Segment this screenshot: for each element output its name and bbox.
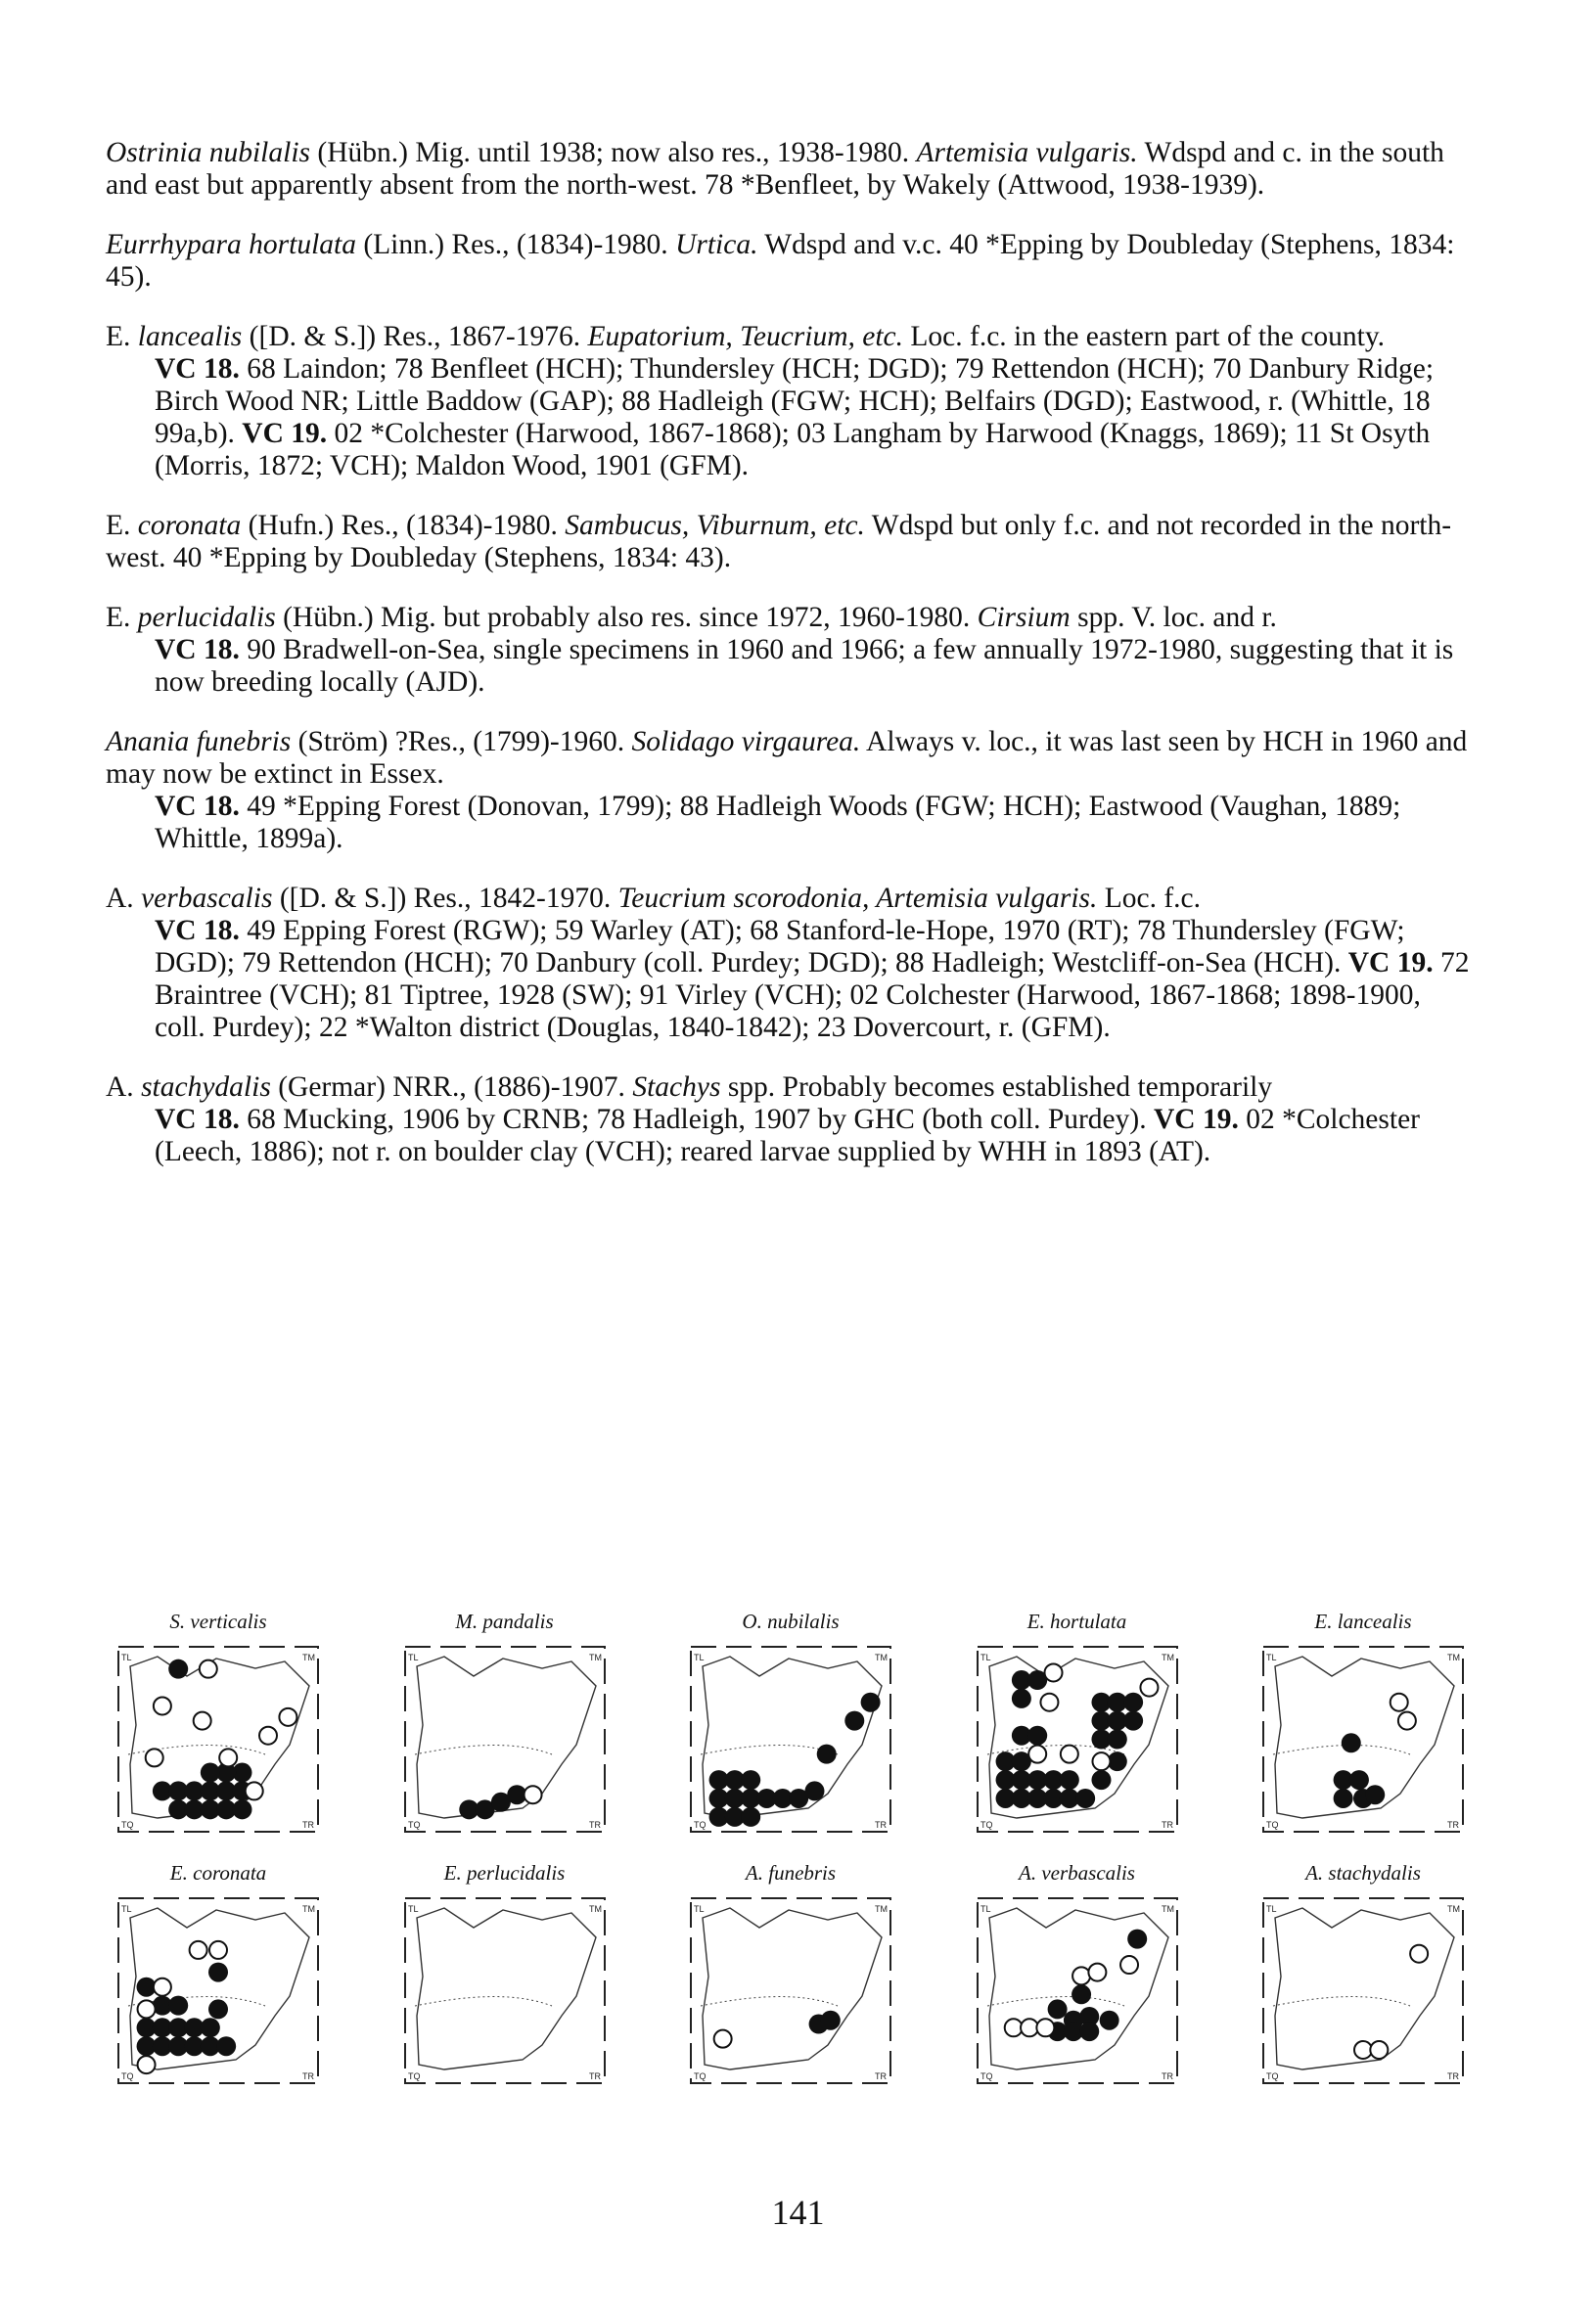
map-row-2: [106, 1861, 1476, 2091]
map-caption: E. perlucidalis: [443, 1861, 566, 1885]
record-dot-open: [1044, 1663, 1062, 1681]
grid-label: TR: [1161, 2071, 1173, 2081]
grid-label: TM: [875, 1653, 888, 1662]
record-dot-filled: [804, 1781, 824, 1800]
entry-status: (Linn.) Res., (1834)-1980.: [355, 229, 676, 260]
map-figure: [1255, 1890, 1471, 2091]
record-dot-filled: [741, 1807, 760, 1827]
record-dot-filled: [861, 1693, 881, 1712]
map-figure: [970, 1890, 1185, 2091]
record-dot-open: [138, 2056, 156, 2073]
entry-description: Wdspd but only f.c. and not recorded in the north-west. 40 *Epping by Doubleday (Stephens, 1834: 43).: [106, 510, 1452, 573]
map-figure: [397, 1890, 613, 2091]
species-name: coronata: [137, 510, 242, 541]
grid-label: TL: [694, 1653, 705, 1662]
vc18-records: 68 Laindon; 78 Benfleet (HCH); Thundersley (HCH; DGD); 79 Rettendon (HCH); 70 Danbury Ridge; Birch Wood NR; Little Baddow (GAP); 88 Hadleigh (FGW; HCH); Belfairs (DGD); Eastwood, r. (Whittle, 18 99a,b).: [155, 353, 1435, 449]
record-dot-open: [1060, 1746, 1077, 1763]
record-dot-filled: [201, 1763, 220, 1783]
entry-status: (Hübn.) Mig. but probably also res. since 1972, 1960-1980.: [275, 602, 978, 633]
grid-label: TM: [302, 1904, 315, 1914]
distribution-map: [965, 1861, 1190, 2091]
record-dot-open: [1021, 2019, 1038, 2036]
distribution-map: [1251, 1610, 1476, 1840]
record-dot-filled: [208, 1999, 228, 2019]
genus-abbrev: E.: [106, 602, 138, 633]
record-dot-filled: [1072, 1984, 1091, 2004]
distribution-map: [678, 1610, 903, 1840]
record-dot-filled: [1123, 1693, 1143, 1712]
record-dot-filled: [741, 1770, 760, 1790]
record-dot-open: [1092, 1752, 1110, 1770]
grid-label: TR: [302, 1820, 314, 1830]
record-dot-filled: [817, 1745, 837, 1764]
foodplant: Stachys: [632, 1071, 721, 1103]
map-caption: M. pandalis: [455, 1610, 554, 1633]
entry-description: spp. Probably becomes established temporarily: [720, 1071, 1273, 1103]
map-caption: E. lancealis: [1314, 1610, 1412, 1633]
grid-label: TM: [1447, 1904, 1460, 1914]
foodplant: Eupatorium, Teucrium, etc.: [587, 321, 904, 352]
species-name: Anania funebris: [106, 726, 292, 757]
species-name: verbascalis: [141, 883, 273, 914]
grid-label: TR: [875, 2071, 887, 2081]
grid-label: TR: [1447, 1820, 1459, 1830]
record-dot-open: [1140, 1679, 1158, 1697]
grid-label: TQ: [980, 2071, 992, 2081]
vc18-records: 90 Bradwell-on-Sea, single specimens in 1960 and 1966; a few annually 1972-1980, suggesting that it is now breeding locally (AJD).: [155, 634, 1454, 698]
entry-ostrinia: [106, 137, 1476, 202]
map-caption: A. stachydalis: [1305, 1861, 1421, 1885]
record-dot-filled: [1123, 1711, 1143, 1731]
record-dot-open: [190, 1941, 207, 1959]
vc18-label: VC 18.: [155, 634, 240, 665]
grid-label: TL: [121, 1904, 132, 1914]
species-name: perlucidalis: [137, 602, 276, 633]
map-figure: [111, 1639, 326, 1840]
species-name: Eurrhypara hortulata: [106, 229, 356, 260]
entry-status: ([D. & S.]) Res., 1867-1976.: [242, 321, 588, 352]
map-figure: [397, 1639, 613, 1840]
foodplant: Artemisia vulgaris.: [916, 137, 1138, 168]
species-name: Ostrinia nubilalis: [106, 137, 310, 168]
record-dot-filled: [1342, 1733, 1361, 1752]
record-dot-open: [1370, 2041, 1388, 2059]
genus-abbrev: E.: [106, 321, 138, 352]
grid-label: TM: [1161, 1904, 1174, 1914]
record-dot-filled: [1047, 1999, 1067, 2019]
record-dot-filled: [1099, 2011, 1118, 2030]
record-dot-filled: [1079, 2022, 1099, 2041]
record-dot-filled: [168, 1996, 188, 2016]
vc19-label: VC 19.: [1153, 1104, 1239, 1135]
map-figure: [1255, 1639, 1471, 1840]
map-caption: E. coronata: [169, 1861, 267, 1885]
record-dot-filled: [821, 2011, 841, 2030]
genus-abbrev: A.: [106, 1071, 142, 1103]
entry-status: (Hübn.) Mig. until 1938; now also res., 1938-1980.: [310, 137, 917, 168]
record-dot-filled: [232, 1799, 251, 1819]
map-caption: A. verbascalis: [1019, 1861, 1135, 1885]
entry-verbascalis: [106, 883, 1476, 1044]
foodplant: Cirsium: [977, 602, 1071, 633]
genus-abbrev: E.: [106, 510, 138, 541]
map-row-1: [106, 1610, 1476, 1840]
foodplant: Sambucus, Viburnum, etc.: [565, 510, 865, 541]
record-dot-filled: [844, 1711, 864, 1731]
map-caption: O. nubilalis: [742, 1610, 840, 1633]
entry-description: spp. V. loc. and r.: [1070, 602, 1277, 633]
vc18-label: VC 18.: [155, 791, 240, 822]
species-name: lancealis: [137, 321, 243, 352]
grid-label: TR: [1161, 1820, 1173, 1830]
distribution-map: [1251, 1861, 1476, 2091]
grid-label: TM: [1161, 1653, 1174, 1662]
distribution-map: [392, 1610, 617, 1840]
record-dot-open: [219, 1749, 237, 1766]
grid-label: TR: [875, 1820, 887, 1830]
record-dot-open: [1088, 1964, 1106, 1981]
grid-label: TR: [588, 1820, 601, 1830]
grid-label: TL: [980, 1904, 991, 1914]
species-name: stachydalis: [141, 1071, 271, 1103]
record-dot-open: [209, 1941, 227, 1959]
entry-description: Wdspd and v.c. 40 *Epping by Doubleday (Stephens, 1834: 45).: [106, 229, 1455, 293]
map-caption: E. hortulata: [1026, 1610, 1127, 1633]
record-dot-open: [1410, 1945, 1428, 1963]
entry-status: (Germar) NRR., (1886)-1907.: [270, 1071, 633, 1103]
record-dot-open: [714, 2030, 732, 2048]
grid-label: TL: [407, 1653, 419, 1662]
entry-funebris: [106, 726, 1476, 855]
foodplant: Teucrium scorodonia, Artemisia vulgaris.: [617, 883, 1098, 914]
vc18-label: VC 18.: [155, 1104, 240, 1135]
record-dot-open: [194, 1712, 211, 1730]
vc19-label: VC 19.: [1347, 947, 1434, 978]
record-dot-filled: [216, 2036, 236, 2056]
record-dot-filled: [1011, 1689, 1030, 1708]
record-dot-open: [1398, 1712, 1416, 1730]
foodplant: Urtica.: [675, 229, 758, 260]
vc19-records: 02 *Colchester (Harwood, 1867-1868); 03 Langham by Harwood (Knaggs, 1869); 11 St Osyth (Morris, 1872; VCH); Maldon Wood, 1901 (GFM).: [155, 418, 1431, 481]
vc19-records: 72 Braintree (VCH); 81 Tiptree, 1928 (SW); 91 Virley (VCH); 02 Colchester (Harwood, 1867-1868; 1898-1900, coll. Purdey); 22 *Walton district (Douglas, 1840-1842); 23 Dovercourt, r. (GFM).: [155, 947, 1470, 1043]
record-dot-open: [1028, 1746, 1046, 1763]
record-dot-open: [1040, 1694, 1058, 1711]
record-dot-open: [154, 1697, 171, 1714]
record-dot-open: [1120, 1956, 1138, 1974]
foodplant: Solidago virgaurea.: [631, 726, 861, 757]
grid-label: TM: [875, 1904, 888, 1914]
grid-label: TR: [588, 2071, 601, 2081]
grid-label: TL: [121, 1653, 132, 1662]
grid-label: TM: [588, 1653, 602, 1662]
distribution-map: [965, 1610, 1190, 1840]
grid-label: TQ: [407, 2071, 420, 2081]
vc18-records: 49 Epping Forest (RGW); 59 Warley (AT); 68 Stanford-le-Hope, 1970 (RT); 78 Thundersley (FGW; DGD); 79 Rettendon (HCH); 70 Danbury (coll. Purdey; DGD); 88 Hadleigh; Westcliff-on-Sea (HCH).: [155, 915, 1405, 978]
map-figure: [683, 1639, 898, 1840]
record-dot-filled: [201, 2018, 220, 2037]
vice-county-boundary: [1273, 1746, 1410, 1754]
grid-label: TQ: [121, 2071, 134, 2081]
record-dot-open: [524, 1786, 541, 1803]
record-dot-open: [1072, 1967, 1090, 1984]
entry-description: Loc. f.c.: [1097, 883, 1202, 914]
vice-county-boundary: [415, 1746, 552, 1754]
vc19-records: 02 *Colchester (Leech, 1886); not r. on boulder clay (VCH); reared larvae supplied by WHH in 1893 (AT).: [155, 1104, 1420, 1167]
entry-stachydalis: [106, 1071, 1476, 1168]
record-dot-filled: [1365, 1785, 1385, 1804]
map-figure: [970, 1639, 1185, 1840]
vc18-records: 68 Mucking, 1906 by CRNB; 78 Hadleigh, 1907 by GHC (both coll. Purdey).: [239, 1104, 1154, 1135]
text-body: [106, 137, 1476, 1196]
grid-label: TQ: [407, 1820, 420, 1830]
county-outline: [417, 1657, 596, 1818]
record-dot-filled: [208, 1963, 228, 1982]
record-dot-open: [1391, 1694, 1408, 1711]
entry-eurrhypara: [106, 229, 1476, 294]
record-dot-open: [138, 2000, 156, 2018]
vc18-label: VC 18.: [155, 915, 240, 946]
entry-description: Wdspd and c. in the south and east but apparently absent from the north-west. 78 *Benfleet, by Wakely (Attwood, 1938-1939).: [106, 137, 1444, 201]
grid-label: TQ: [1266, 1820, 1279, 1830]
grid-label: TM: [588, 1904, 602, 1914]
distribution-map: [392, 1861, 617, 2091]
grid-label: TL: [1266, 1653, 1277, 1662]
map-figure: [111, 1890, 326, 2091]
vc19-label: VC 19.: [242, 418, 328, 449]
record-dot-filled: [1027, 1726, 1047, 1746]
entry-coronata: [106, 510, 1476, 574]
distribution-map: [106, 1610, 331, 1840]
record-dot-open: [246, 1782, 263, 1799]
record-dot-filled: [1091, 1770, 1111, 1790]
entry-lancealis: [106, 321, 1476, 482]
vc18-records: 49 *Epping Forest (Donovan, 1799); 88 Hadleigh Woods (FGW; HCH); Eastwood (Vaughan, 1889; Whittle, 1899a).: [155, 791, 1401, 854]
record-dot-filled: [1127, 1930, 1147, 1949]
record-dot-filled: [168, 1660, 188, 1679]
grid-label: TM: [1447, 1653, 1460, 1662]
record-dot-open: [1354, 2041, 1372, 2059]
record-dot-open: [1036, 2019, 1054, 2036]
entry-status: ([D. & S.]) Res., 1842-1970.: [272, 883, 618, 914]
map-figure: [683, 1890, 898, 2091]
map-caption: A. funebris: [745, 1861, 837, 1885]
vice-county-boundary: [701, 1997, 838, 2006]
record-dot-filled: [1075, 1789, 1095, 1808]
map-caption: S. verticalis: [169, 1610, 267, 1633]
entry-description: Always v. loc., it was last seen by HCH in 1960 and may now be extinct in Essex.: [106, 726, 1468, 790]
genus-abbrev: A.: [106, 883, 142, 914]
grid-label: TQ: [694, 2071, 707, 2081]
map-frame: [691, 1898, 890, 2083]
grid-label: TQ: [694, 1820, 707, 1830]
entry-status: (Ström) ?Res., (1799)-1960.: [291, 726, 632, 757]
distribution-map: [678, 1861, 903, 2091]
entry-status: (Hufn.) Res., (1834)-1980.: [241, 510, 566, 541]
distribution-maps: [106, 1610, 1476, 2113]
record-dot-open: [154, 1978, 171, 1996]
grid-label: TL: [407, 1904, 419, 1914]
grid-label: TR: [1447, 2071, 1459, 2081]
entry-description: Loc. f.c. in the eastern part of the county.: [903, 321, 1386, 352]
vc18-label: VC 18.: [155, 353, 240, 385]
record-dot-filled: [1107, 1730, 1126, 1750]
record-dot-open: [146, 1749, 163, 1766]
county-outline: [417, 1908, 596, 2069]
vice-county-boundary: [415, 1997, 552, 2006]
record-dot-open: [200, 1660, 217, 1678]
distribution-map: [106, 1861, 331, 2091]
grid-label: TL: [980, 1653, 991, 1662]
grid-label: TL: [1266, 1904, 1277, 1914]
record-dot-open: [279, 1708, 296, 1726]
entry-perlucidalis: [106, 602, 1476, 699]
grid-label: TQ: [121, 1820, 134, 1830]
record-dot-open: [259, 1727, 277, 1745]
grid-label: TR: [302, 2071, 314, 2081]
record-dot-filled: [1334, 1789, 1353, 1808]
grid-label: TL: [694, 1904, 705, 1914]
vice-county-boundary: [1273, 1997, 1410, 2006]
record-dot-filled: [1059, 1770, 1078, 1790]
grid-label: TQ: [1266, 2071, 1279, 2081]
page-number: 141: [771, 2193, 825, 2232]
grid-label: TQ: [980, 1820, 992, 1830]
record-dot-open: [1004, 2019, 1022, 2036]
map-frame: [405, 1898, 605, 2083]
grid-label: TM: [302, 1653, 315, 1662]
record-dot-filled: [1349, 1770, 1369, 1790]
